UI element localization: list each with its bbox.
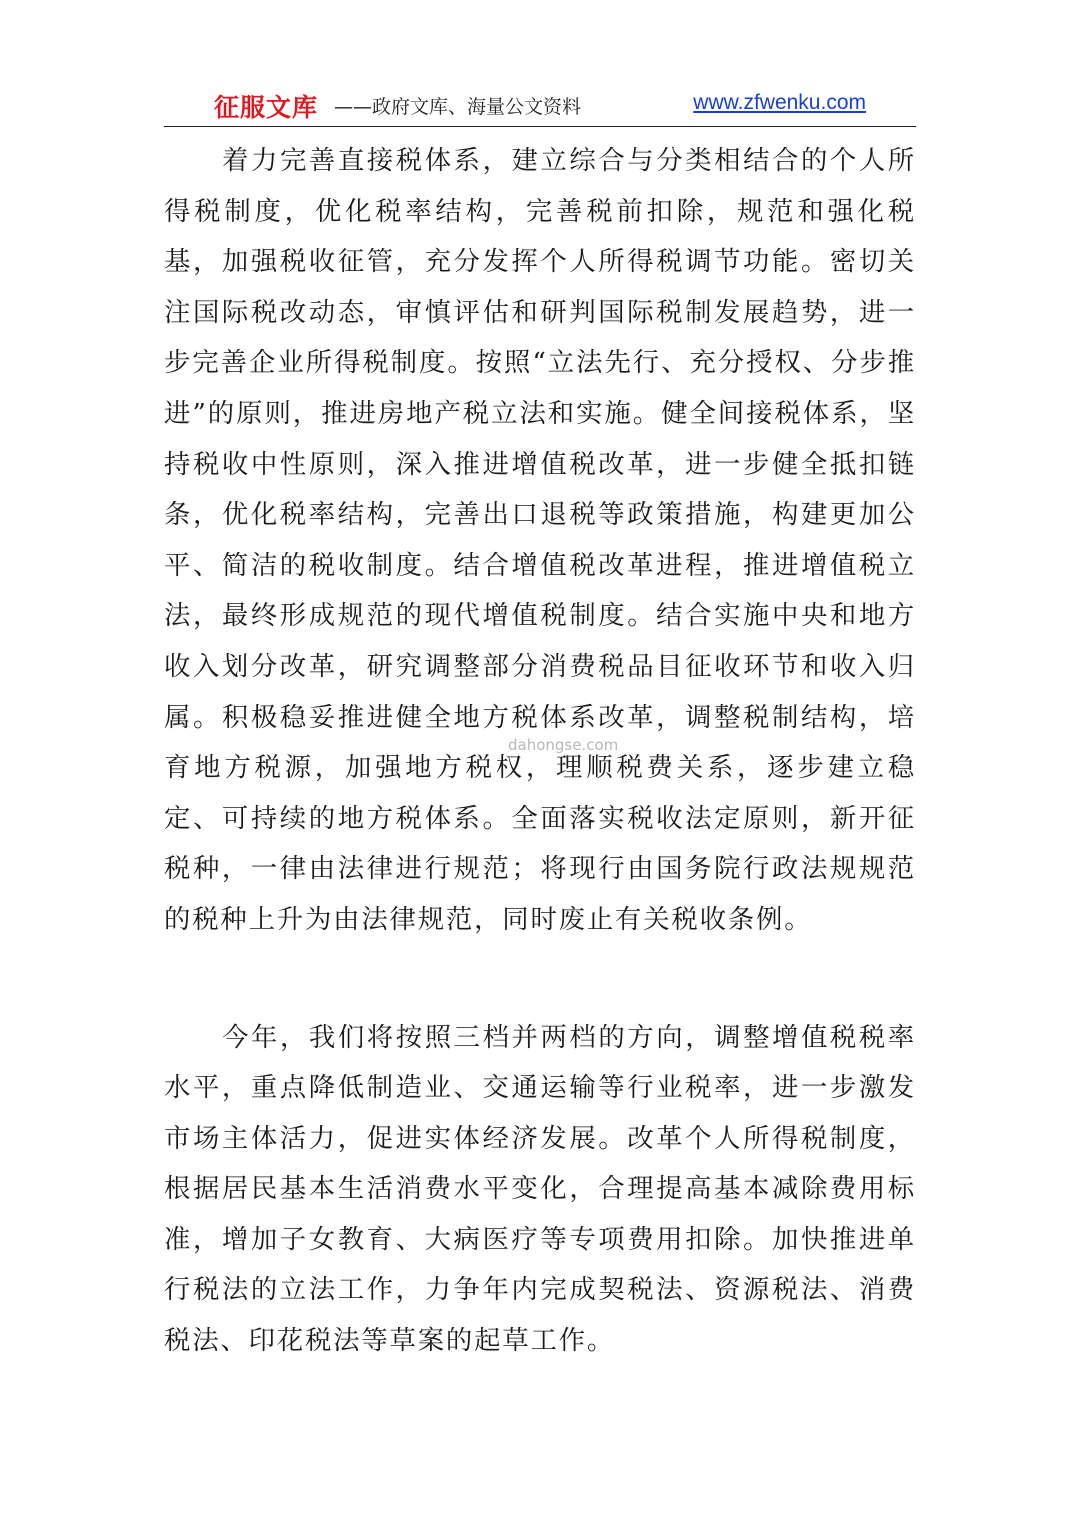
paragraph-this-year: 今年，我们将按照三档并两档的方向，调整增值税税率水平，重点降低制造业、交通运输等行业税率，进一步激发市场主体活力，促进实体经济发展。改革个人所得税制度，根据居民基本生活消费水平变化，合理提高基本减除费用标准，增加子女教育、大病医疗等专项费用扣除。加快推进单行税法的立法工作，力争年内完成契税法、资源税法、消费税法、印花税法等草案的起草工作。 <box>164 1021 916 1357</box>
header-tagline: ——政府文库、海量公文资料 <box>334 96 582 118</box>
paragraph-tax-system: 着力完善直接税体系，建立综合与分类相结合的个人所得税制度，优化税率结构，完善税前扣除，规范和强化税基，加强税收征管，充分发挥个人所得税调节功能。密切关注国际税改动态，审慎评估和研判国际税制发展趋势，进一步完善企业所得税制度。按照“立法先行、充分授权、分步推进”的原则，推进房地产税立法和实施。健全间接税体系，坚持税收中性原则，深入推进增值税改革，进一步健全抵扣链条，优化税率结构，完善出口退税等政策措施，构建更加公平、简洁的税收制度。结合增值税改革进程，推进增值税立法，最终形成规范的现代增值税制度。结合实施中央和地方收入划分改革，研究调整部分消费税品目征收环节和收入归属。积极稳妥推进健全地方税体系改革，调整税制结构，培育地方税源，加强地方税权，理顺税费关系，逐步建立稳定、可持续的地方税体系。全面落实税收法定原则，新开征税种，一律由法律进行规范；将现行由国务院行政法规规范的税种上升为由法律规范，同时废止有关税收条例。 <box>164 145 916 935</box>
page-header <box>164 84 916 127</box>
website-link[interactable]: www.zfwenku.com <box>693 91 866 114</box>
brand-logo-text: 征服文库 <box>214 93 319 122</box>
watermark: dahongse.com <box>508 736 619 754</box>
